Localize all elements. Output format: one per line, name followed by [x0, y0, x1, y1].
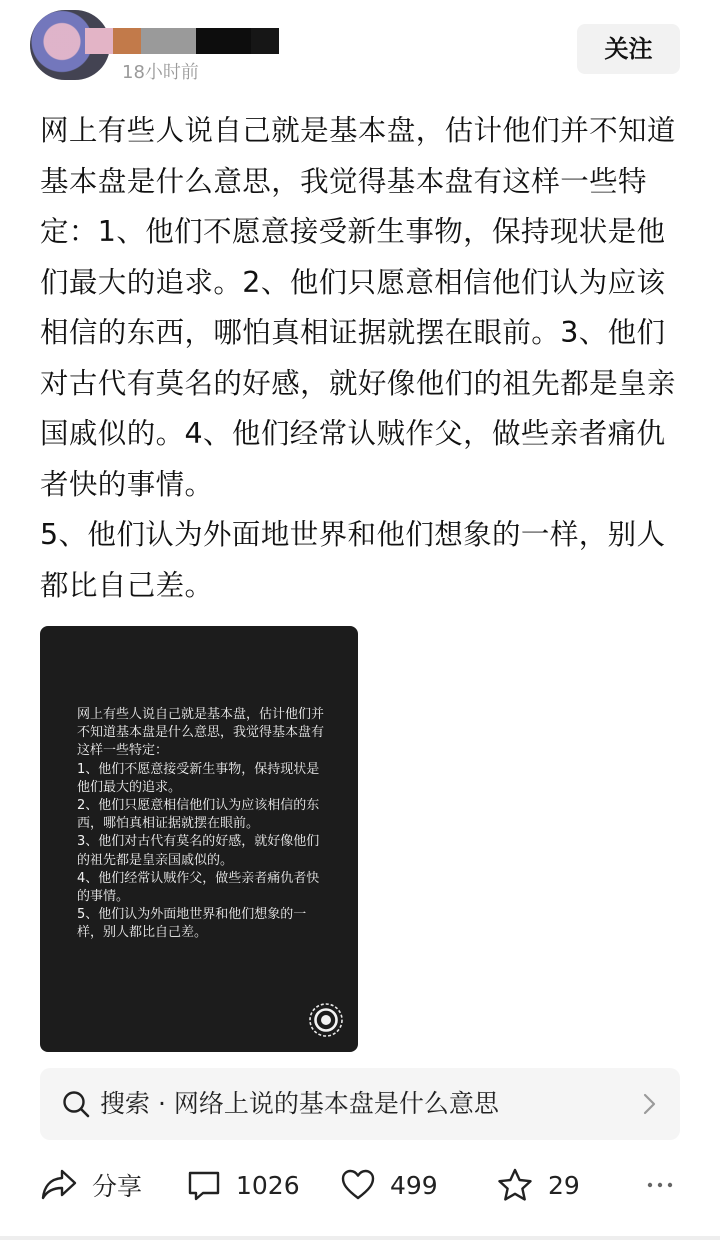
card-text	[77, 706, 327, 943]
share-label: 分享	[92, 1172, 143, 1201]
favorite-button[interactable]	[496, 1155, 580, 1215]
like-count: 499	[390, 1170, 438, 1200]
image-card[interactable]	[40, 626, 358, 1052]
share-icon	[40, 1167, 78, 1203]
search-label: 搜索 · 网络上说的基本盘是什么意思	[100, 1089, 499, 1118]
post-paragraph: 5、他们认为外面地世界和他们想象的一样，别人都比自己差。	[40, 518, 666, 602]
search-icon	[62, 1090, 90, 1118]
action-bar	[0, 1155, 720, 1215]
follow-button[interactable]: 关注	[577, 24, 680, 74]
bottom-divider	[0, 1236, 720, 1240]
post-body	[40, 106, 688, 611]
card-line: 1、他们不愿意接受新生事物，保持现状是他们最大的追求。	[77, 761, 320, 795]
like-button[interactable]	[340, 1155, 438, 1215]
post-header	[0, 0, 720, 100]
star-icon	[496, 1167, 534, 1203]
more-button[interactable]	[646, 1155, 674, 1215]
comment-count: 1026	[236, 1170, 300, 1200]
heart-icon	[340, 1167, 376, 1203]
comment-icon	[186, 1167, 222, 1203]
post-time: 18小时前	[122, 62, 199, 83]
share-button[interactable]	[40, 1155, 142, 1215]
card-line: 4、他们经常认贼作父，做些亲者痛仇者快的事情。	[77, 870, 320, 905]
favorite-count: 29	[548, 1170, 580, 1200]
more-dots-icon	[646, 1180, 674, 1190]
card-line: 网上有些人说自己就是基本盘，估计他们并不知道基本盘是什么意思，我觉得基本盘有这样一些特定：	[77, 707, 325, 759]
card-line: 3、他们对古代有莫名的好感，就好像他们的祖先都是皇亲国戚似的。	[77, 834, 320, 868]
author-name-redacted[interactable]	[85, 28, 279, 54]
app-logo-icon	[308, 1002, 344, 1038]
comment-button[interactable]	[186, 1155, 300, 1215]
card-line: 2、他们只愿意相信他们认为应该相信的东西，哪怕真相证据就摆在眼前。	[77, 798, 320, 832]
card-line: 5、他们认为外面地世界和他们想象的一样，别人都比自己差。	[77, 907, 307, 941]
post-paragraph: 网上有些人说自己就是基本盘，估计他们并不知道基本盘是什么意思，我觉得基本盘有这样一些特定：1、他们不愿意接受新生事物，保持现状是他们最大的追求。2、他们只愿意相信他们认为应该相信的东西，哪怕真相证据就摆在眼前。3、他们对古代有莫名的好感，就好像他们的祖先都是皇亲国戚似的。4、他们经常认贼作父，做些亲者痛仇者快的事情。	[40, 114, 676, 501]
related-search-bar[interactable]	[40, 1068, 680, 1140]
chevron-right-icon	[640, 1092, 658, 1116]
